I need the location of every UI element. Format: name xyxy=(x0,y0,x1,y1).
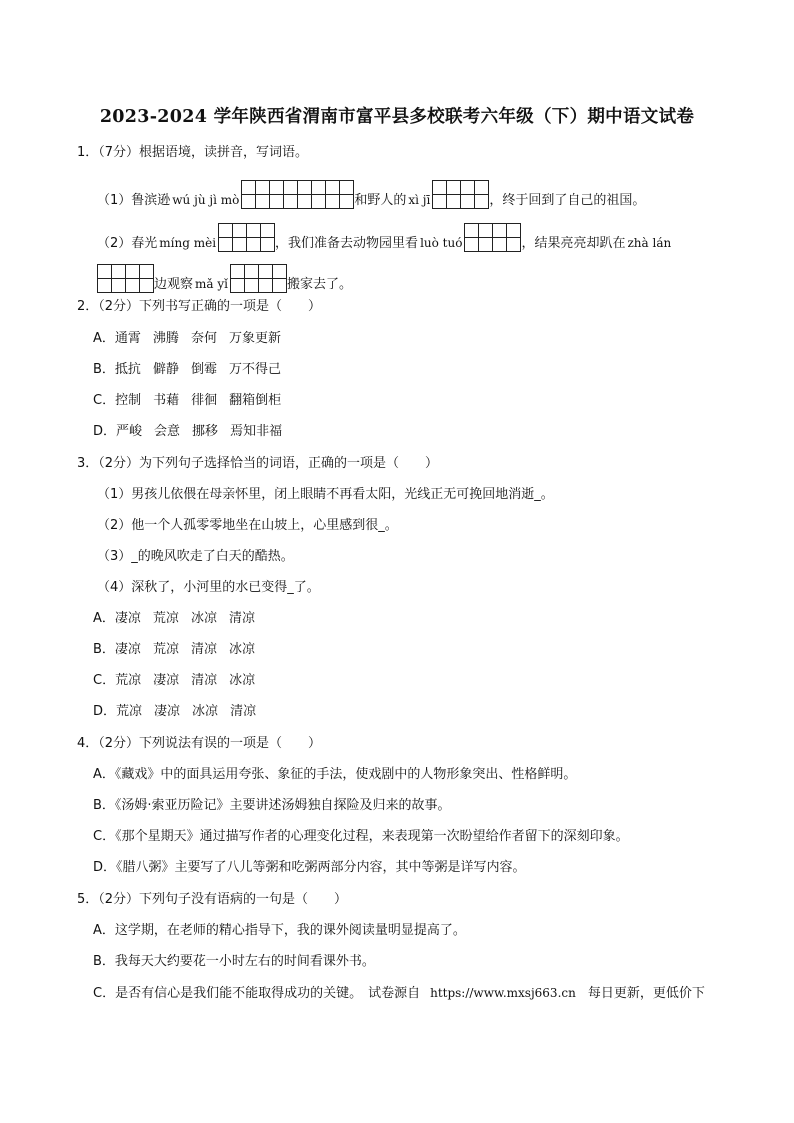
answer-cell xyxy=(325,180,340,195)
option-d[interactable] xyxy=(93,422,294,442)
answer-cell xyxy=(446,180,461,195)
option-word: 荒凉 xyxy=(115,673,142,688)
answer-cell xyxy=(232,237,247,252)
option-label: C． xyxy=(93,673,116,688)
option-b[interactable] xyxy=(93,360,293,380)
page-title: 2023-2024 学年陕西省渭南市富平县多校联考六年级（下）期中语文试卷 xyxy=(99,107,695,127)
watermark-prefix: 试卷源自 xyxy=(368,986,421,1001)
answer-cell xyxy=(269,180,284,195)
option-b[interactable] xyxy=(93,640,267,660)
option-word: 凄凉 xyxy=(153,673,180,688)
watermark-suffix: 每日更新，更低价下 xyxy=(587,986,705,1001)
option-c[interactable]: C．《那个星期天》通过描写作者的心理变化过程，来表现第一次盼望给作者留下的深刻印象。 xyxy=(93,829,629,844)
answer-cell xyxy=(125,264,140,279)
answer-cell xyxy=(241,194,256,209)
question-2-stem: 2．（2分）下列书写正确的一项是（ ） xyxy=(77,299,322,314)
option-word: 荒凉 xyxy=(152,642,179,657)
option-word: 会意 xyxy=(154,424,181,439)
answer-cell xyxy=(218,237,233,252)
question-3-sub-1: （1）男孩儿依偎在母亲怀里，闭上眼睛不再看太阳，光线正无可挽回地消逝_。 xyxy=(97,487,554,502)
answer-cell xyxy=(230,264,245,279)
pinyin: mǎ yǐ xyxy=(195,277,228,291)
answer-grid[interactable] xyxy=(241,180,354,209)
option-c[interactable] xyxy=(93,671,267,691)
answer-cell xyxy=(478,237,493,252)
question-1-sub-2: （2）春光 míng mèi ，我们准备去动物园里看 luò tuó ，结果亮亮却趴在 zhà lán xyxy=(97,229,673,258)
answer-cell xyxy=(478,223,493,238)
option-word: 万不得己 xyxy=(228,362,281,377)
answer-cell xyxy=(464,223,479,238)
answer-cell xyxy=(446,194,461,209)
option-d[interactable]: D．《腊八粥》主要写了八儿等粥和吃粥两部分内容，其中等粥是详写内容。 xyxy=(93,860,526,875)
answer-cell xyxy=(260,223,275,238)
question-1-stem: 1．（7分）根据语境，读拼音，写词语。 xyxy=(77,145,309,160)
option-word: 荒凉 xyxy=(116,704,143,719)
answer-cell xyxy=(339,180,354,195)
question-3-sub-2: （2）他一个人孤零零地坐在山坡上，心里感到很_。 xyxy=(97,518,398,533)
option-word: 万象更新 xyxy=(228,331,281,346)
answer-cell xyxy=(432,180,447,195)
pinyin: xì jī xyxy=(408,193,431,207)
answer-cell xyxy=(506,223,521,238)
option-b[interactable]: B．我每天大约要花一小时左右的时间看课外书。 xyxy=(93,954,375,969)
option-word: 冰凉 xyxy=(190,611,217,626)
answer-cell xyxy=(97,278,112,293)
answer-cell xyxy=(218,223,233,238)
option-label: D． xyxy=(93,704,117,719)
option-word: 荒凉 xyxy=(152,611,179,626)
option-word: 凄凉 xyxy=(114,642,141,657)
answer-cell xyxy=(230,278,245,293)
answer-cell xyxy=(260,237,275,252)
answer-cell xyxy=(474,194,489,209)
answer-grid[interactable] xyxy=(218,223,275,252)
pinyin: míng mèi xyxy=(159,236,217,250)
option-label: B． xyxy=(93,642,115,657)
answer-cell xyxy=(244,264,259,279)
option-b[interactable]: B．《汤姆·索亚历险记》主要讲述汤姆独自探险及归来的故事。 xyxy=(93,798,451,813)
option-word: 清凉 xyxy=(191,673,218,688)
option-word: 清凉 xyxy=(230,704,257,719)
option-word: 凄凉 xyxy=(154,704,181,719)
answer-cell xyxy=(460,194,475,209)
answer-grid[interactable] xyxy=(230,264,287,293)
answer-cell xyxy=(432,194,447,209)
answer-cell xyxy=(244,278,259,293)
option-word: 清凉 xyxy=(228,611,255,626)
question-1-sub-2-continued: 边观察 mǎ yǐ 搬家去了。 xyxy=(97,270,352,299)
option-word: 控制 xyxy=(115,393,142,408)
answer-cell xyxy=(492,237,507,252)
option-a[interactable]: A．《藏戏》中的面具运用夸张、象征的手法，使戏剧中的人物形象突出、性格鲜明。 xyxy=(93,767,577,782)
option-word: 倒霉 xyxy=(190,362,217,377)
answer-cell xyxy=(297,180,312,195)
answer-cell xyxy=(241,180,256,195)
answer-cell xyxy=(464,237,479,252)
option-word: 冰凉 xyxy=(192,704,219,719)
option-word: 挪移 xyxy=(192,424,219,439)
answer-cell xyxy=(139,278,154,293)
answer-cell xyxy=(272,278,287,293)
answer-cell xyxy=(311,180,326,195)
option-word: 奈何 xyxy=(190,331,217,346)
answer-cell xyxy=(125,278,140,293)
answer-cell xyxy=(297,194,312,209)
answer-cell xyxy=(97,264,112,279)
answer-cell xyxy=(492,223,507,238)
answer-cell xyxy=(283,180,298,195)
answer-cell xyxy=(272,264,287,279)
answer-cell xyxy=(255,180,270,195)
option-word: 冰凉 xyxy=(229,673,256,688)
question-1-sub-1: （1）鲁滨逊 wú jù jì mò 和野人的 xì jī ，终于回到了自己的祖国。 xyxy=(97,186,645,215)
pinyin: luò tuó xyxy=(420,236,463,250)
answer-cell xyxy=(255,194,270,209)
option-c[interactable] xyxy=(93,983,705,1004)
answer-cell xyxy=(111,264,126,279)
answer-cell xyxy=(246,237,261,252)
answer-grid[interactable] xyxy=(97,264,154,293)
option-c[interactable] xyxy=(93,391,293,411)
option-label: A． xyxy=(93,331,115,346)
option-word: 抵抗 xyxy=(114,362,141,377)
question-4-stem: 4．（2分）下列说法有误的一项是（ ） xyxy=(77,736,322,751)
answer-cell xyxy=(460,180,475,195)
pinyin: zhà lán xyxy=(627,236,672,250)
option-word: 严峻 xyxy=(116,424,143,439)
answer-cell xyxy=(506,237,521,252)
answer-cell xyxy=(474,180,489,195)
answer-cell xyxy=(283,194,298,209)
option-word: 焉知非福 xyxy=(230,424,283,439)
answer-cell xyxy=(311,194,326,209)
option-a[interactable]: A．这学期，在老师的精心指导下，我的课外阅读量明显提高了。 xyxy=(93,923,466,938)
answer-cell xyxy=(339,194,354,209)
option-d[interactable] xyxy=(93,702,268,722)
question-5-stem: 5．（2分）下列句子没有语病的一句是（ ） xyxy=(77,892,348,907)
answer-cell xyxy=(246,223,261,238)
option-label: B． xyxy=(93,362,115,377)
answer-grid[interactable] xyxy=(464,223,521,252)
option-label: D． xyxy=(93,424,117,439)
answer-cell xyxy=(269,194,284,209)
answer-cell xyxy=(232,223,247,238)
option-label: C． xyxy=(93,393,116,408)
question-3-sub-4: （4）深秋了，小河里的水已变得_了。 xyxy=(97,580,320,595)
question-3-sub-3: （3）_的晚风吹走了白天的酷热。 xyxy=(97,549,294,564)
option-word: 翻箱倒柜 xyxy=(229,393,282,408)
option-a[interactable] xyxy=(93,609,267,629)
option-a[interactable] xyxy=(93,329,293,349)
option-word: 凄凉 xyxy=(114,611,141,626)
option-word: 通霄 xyxy=(114,331,141,346)
answer-cell xyxy=(258,278,273,293)
question-3-stem: 3．（2分）为下列句子选择恰当的词语，正确的一项是（ ） xyxy=(77,456,439,471)
answer-cell xyxy=(111,278,126,293)
option-label: C．是否有信心是我们能不能取得成功的关键。 xyxy=(93,986,363,1001)
answer-cell xyxy=(325,194,340,209)
answer-grid[interactable] xyxy=(432,180,489,209)
option-word: 书藉 xyxy=(153,393,180,408)
option-label: A． xyxy=(93,611,115,626)
option-word: 沸腾 xyxy=(152,331,179,346)
option-word: 僻静 xyxy=(152,362,179,377)
answer-cell xyxy=(139,264,154,279)
pinyin: wú jù jì mò xyxy=(172,193,240,207)
option-word: 徘徊 xyxy=(191,393,218,408)
option-word: 冰凉 xyxy=(228,642,255,657)
option-word: 清凉 xyxy=(190,642,217,657)
watermark-url: https://www.mxsj663.cn xyxy=(430,986,576,1000)
answer-cell xyxy=(258,264,273,279)
